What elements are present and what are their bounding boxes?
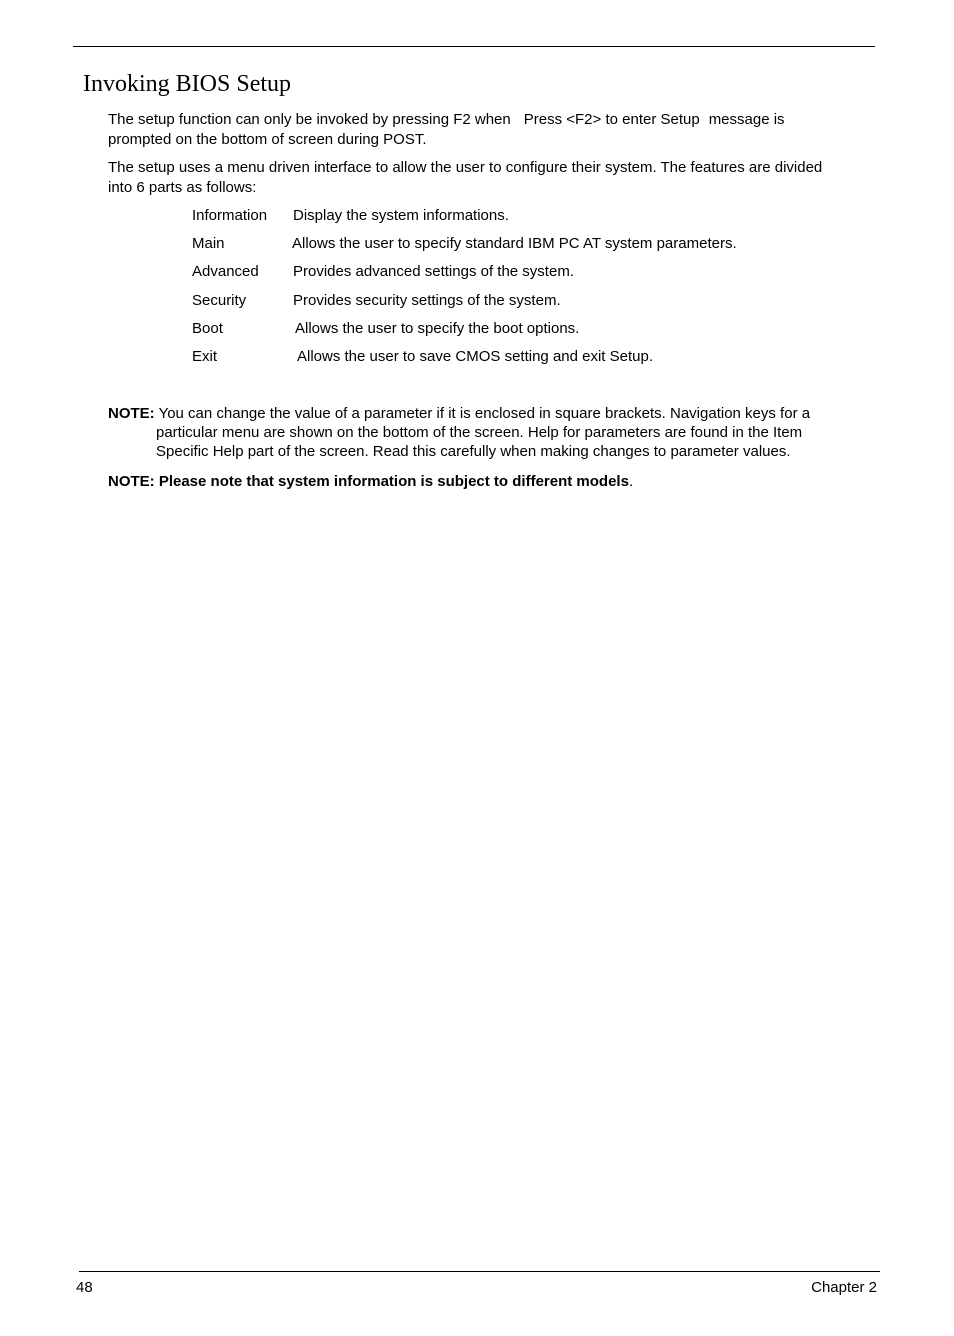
menu-description: Provides security settings of the system.: [293, 292, 561, 309]
menu-description: Provides advanced settings of the system.: [293, 263, 574, 280]
note-models-period: .: [628, 473, 634, 490]
note-line-3: Specific Help part of the screen. Read this carefully when making changes to parameter values.: [156, 443, 791, 460]
menu-label: Main: [192, 235, 225, 252]
header-rule: [73, 46, 875, 47]
page-number: 48: [76, 1279, 93, 1296]
description-line-2: into 6 parts as follows:: [108, 178, 257, 196]
intro-paragraph: [108, 110, 878, 149]
note-text-1: You can change the value of a parameter if it is enclosed in square brackets. Navigation keys for a: [158, 405, 811, 422]
intro-line-2: prompted on the bottom of screen during POST.: [108, 130, 427, 148]
intro-text-a: The setup function can only be invoked by pressing F2 when: [108, 111, 511, 128]
intro-text-c: message is: [708, 111, 785, 128]
intro-line-1: [108, 110, 878, 130]
note-models: [108, 472, 633, 491]
menu-label: Exit: [192, 348, 218, 365]
footer-rule: [79, 1271, 880, 1272]
note-line-1: [108, 404, 868, 423]
menu-label: Advanced: [192, 263, 259, 280]
description-paragraph: [108, 158, 878, 197]
note-models-text: NOTE: Please note that system information is subject to different models: [108, 473, 629, 490]
menu-label: Information: [192, 207, 268, 224]
note-line-2: particular menu are shown on the bottom of the screen. Help for parameters are found in the Item: [156, 424, 803, 441]
description-line-1: The setup uses a menu driven interface to allow the user to configure their system. The features are divided: [108, 159, 823, 176]
menu-description: Allows the user to specify standard IBM PC AT system parameters.: [292, 235, 737, 252]
note-parameters: [108, 404, 868, 461]
menu-description: Allows the user to specify the boot options.: [295, 320, 580, 337]
menu-description: Allows the user to save CMOS setting and exit Setup.: [297, 348, 654, 365]
page-title: Invoking BIOS Setup: [83, 71, 292, 97]
menu-label: Boot: [192, 320, 223, 337]
intro-key-message: Press <F2> to enter Setup: [523, 111, 700, 128]
note-label: NOTE:: [108, 405, 155, 422]
menu-label: Security: [192, 292, 247, 309]
menu-description: Display the system informations.: [293, 207, 509, 224]
chapter-label: Chapter 2: [811, 1279, 877, 1296]
